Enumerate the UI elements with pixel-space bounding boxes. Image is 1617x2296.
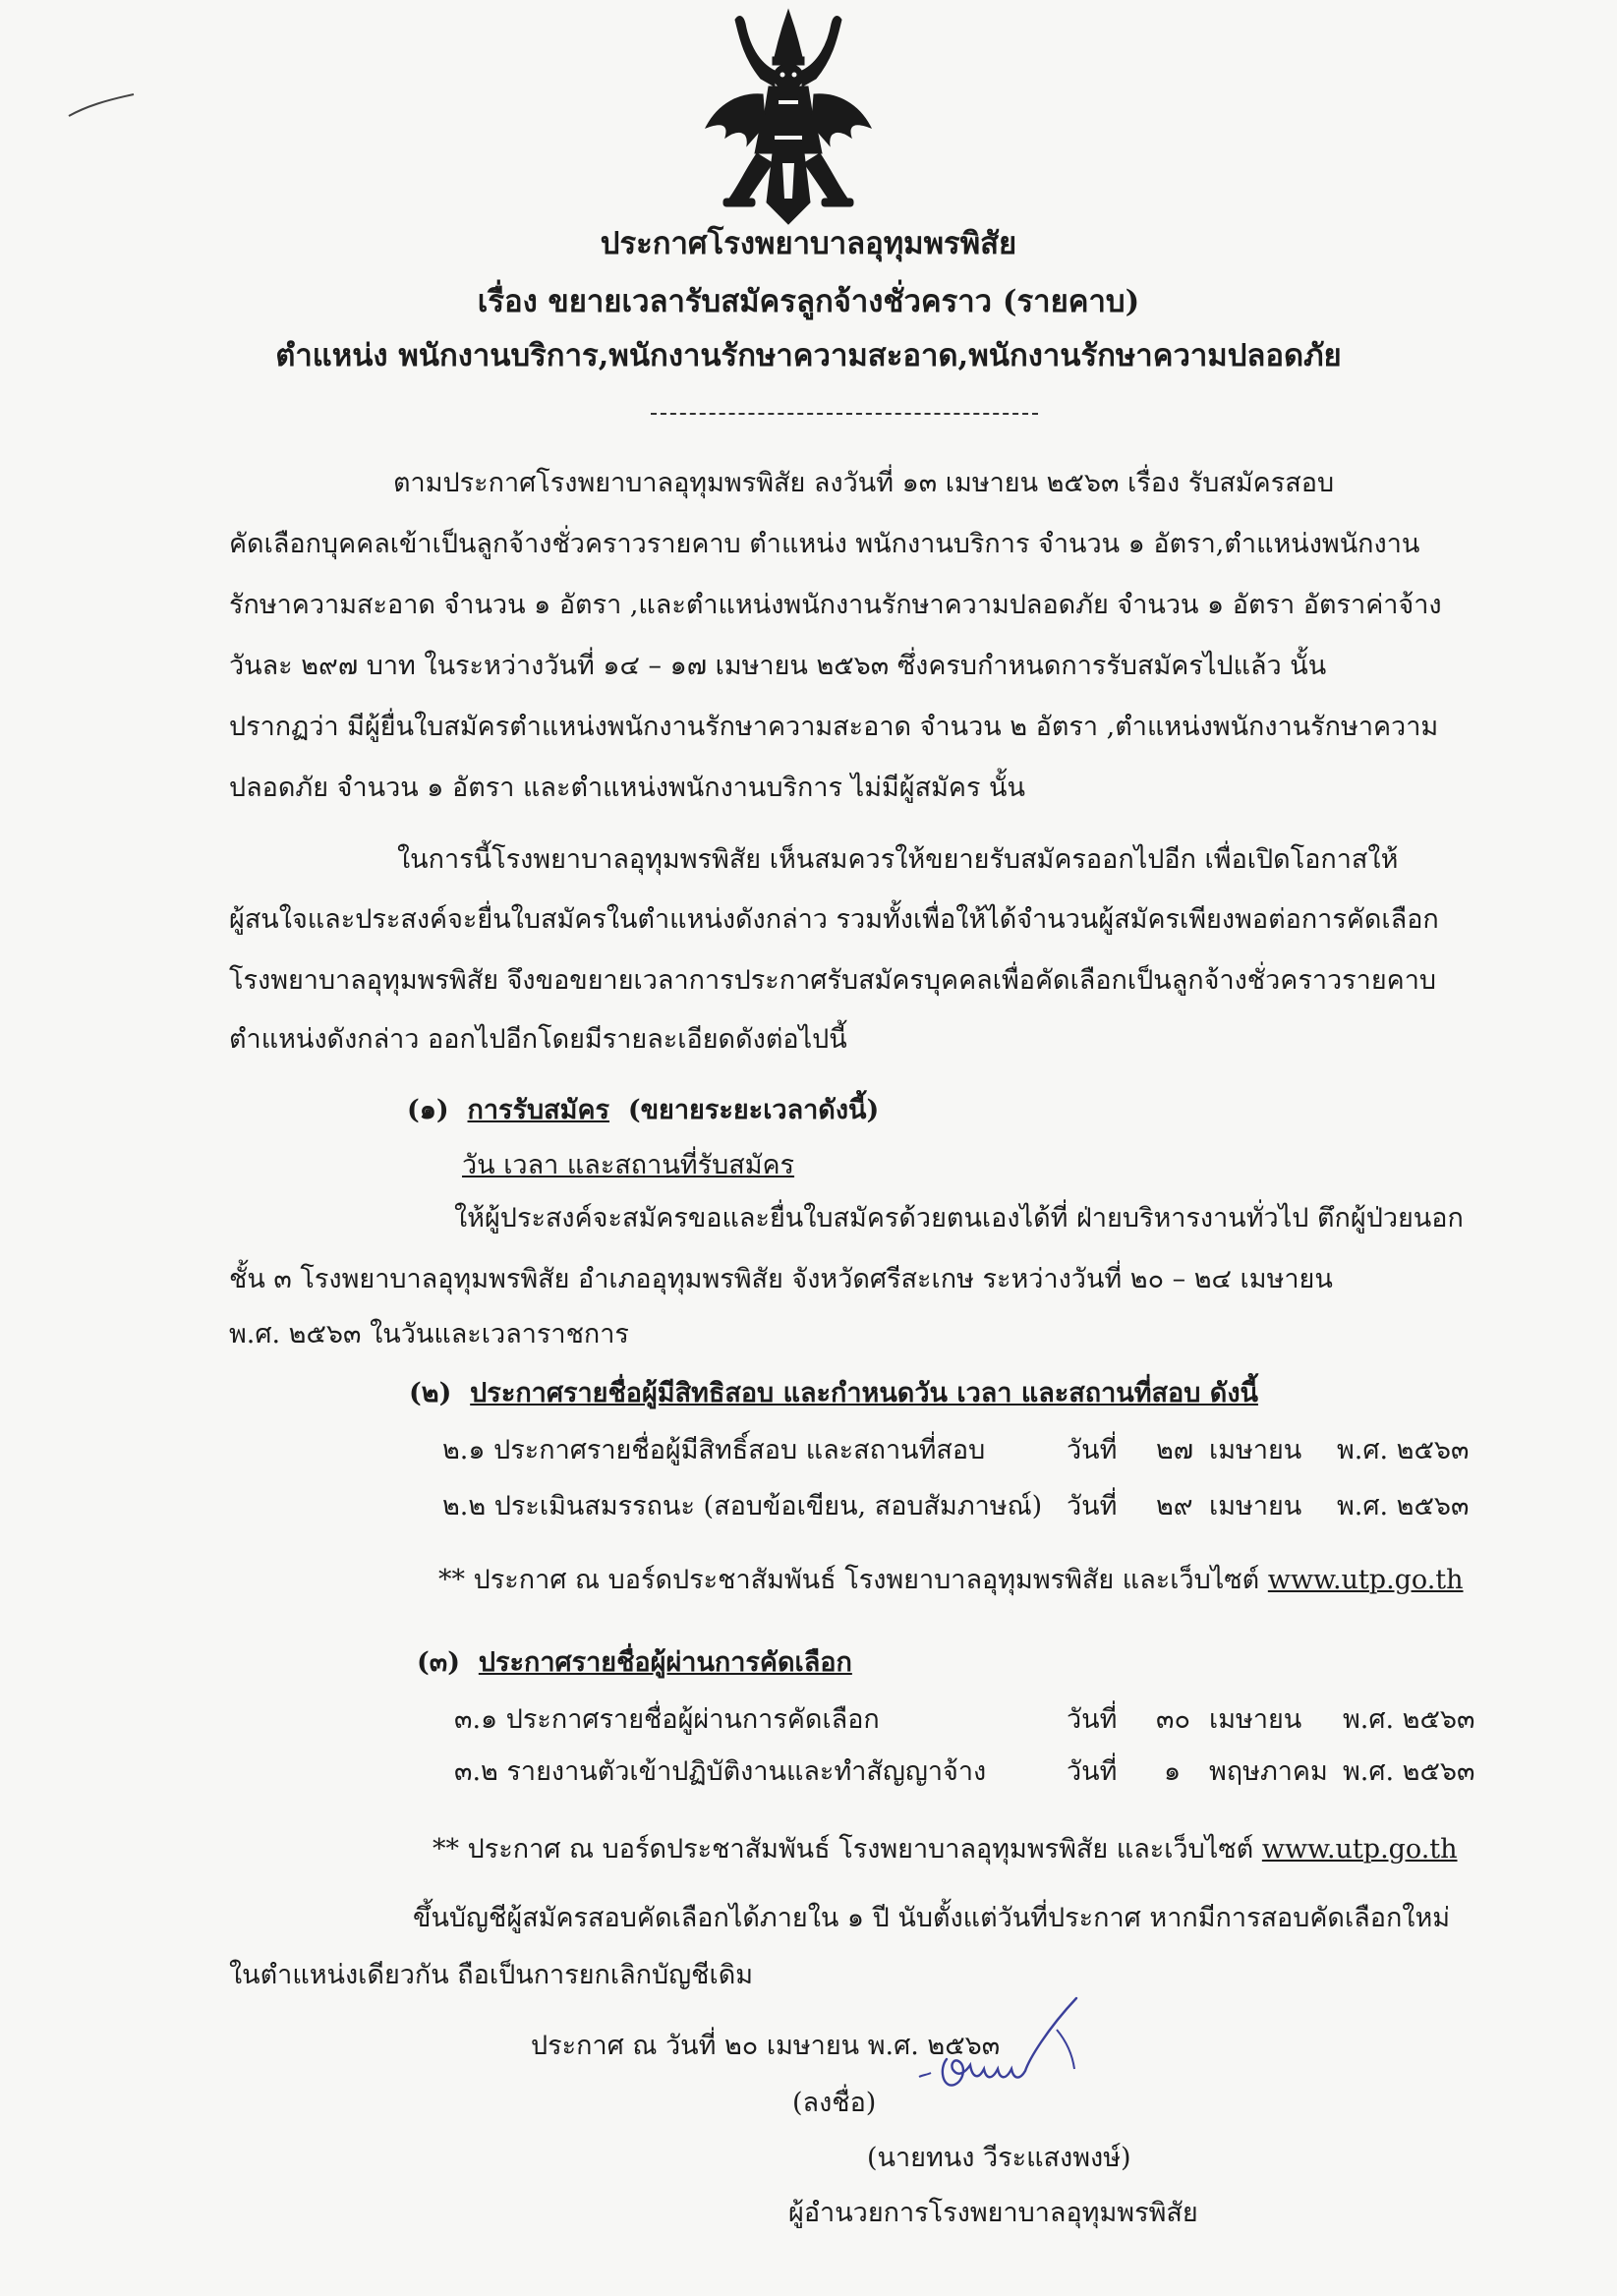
- extension-line: โรงพยาบาลอุทุมพรพิสัย จึงขอขยายเวลาการประกาศรับสมัครบุคคลเพื่อคัดเลือกเป็นลูกจ้างชั่วคราวรายคาบ: [229, 965, 1436, 996]
- section-3-item-month: เมษายน: [1209, 1704, 1302, 1735]
- section-1-subtitle: วัน เวลา และสถานที่รับสมัคร: [462, 1150, 795, 1180]
- intro-line: คัดเลือกบุคคลเข้าเป็นลูกจ้างชั่วคราวรายคาบ ตำแหน่ง พนักงานบริการ จำนวน ๑ อัตรา,ตำแหน่งพนักงาน: [229, 529, 1420, 559]
- section-3-item-date-label: วันที่: [1067, 1704, 1118, 1735]
- section-3-title: ประกาศรายชื่อผู้ผ่านการคัดเลือก: [478, 1647, 852, 1678]
- section-3-item-label: ๓.๒ รายงานตัวเข้าปฏิบัติงานและทำสัญญาจ้าง: [454, 1756, 987, 1787]
- section-3-item-year: พ.ศ. ๒๕๖๓: [1343, 1756, 1475, 1787]
- pen-stroke-mark-icon: [67, 90, 136, 120]
- section-2-item-day: ๒๗: [1156, 1435, 1194, 1465]
- section-1-body-line: ชั้น ๓ โรงพยาบาลอุทุมพรพิสัย อำเภออุทุมพรพิสัย จังหวัดศรีสะเกษ ระหว่างวันที่ ๒๐ – ๒๔ เมษายน: [229, 1264, 1333, 1294]
- website-link[interactable]: www.utp.go.th: [1261, 1834, 1458, 1865]
- intro-line: ปลอดภัย จำนวน ๑ อัตรา และตำแหน่งพนักงานบริการ ไม่มีผู้สมัคร นั้น: [229, 773, 1025, 803]
- announcement-positions: ตำแหน่ง พนักงานบริการ,พนักงานรักษาความสะอาด,พนักงานรักษาความปลอดภัย: [275, 338, 1342, 373]
- announcement-title: ประกาศโรงพยาบาลอุทุมพรพิสัย: [600, 226, 1017, 261]
- signer-name: (นายทนง วีระแสงพงษ์): [867, 2143, 1131, 2173]
- signer-position: ผู้อำนวยการโรงพยาบาลอุทุมพรพิสัย: [788, 2198, 1198, 2228]
- section-2-item-date-label: วันที่: [1067, 1491, 1118, 1521]
- closing-line: ขึ้นบัญชีผู้สมัครสอบคัดเลือกได้ภายใน ๑ ปี นับตั้งแต่วันที่ประกาศ หากมีการสอบคัดเลือกใหม่: [413, 1903, 1451, 1933]
- section-1-body-line: ให้ผู้ประสงค์จะสมัครขอและยื่นใบสมัครด้วยตนเองได้ที่ ฝ่ายบริหารงานทั่วไป ตึกผู้ป่วยนอก: [454, 1203, 1464, 1234]
- section-3-heading: [417, 1645, 852, 1681]
- extension-line: ในการนี้โรงพยาบาลอุทุมพรพิสัย เห็นสมควรให้ขยายรับสมัครออกไปอีก เพื่อเปิดโอกาสให้: [397, 844, 1399, 875]
- garuda-emblem-icon: [700, 6, 877, 227]
- section-2-item-day: ๒๙: [1156, 1491, 1193, 1521]
- section-3-item-date-label: วันที่: [1067, 1756, 1118, 1787]
- intro-line: วันละ ๒๙๗ บาท ในระหว่างวันที่ ๑๔ – ๑๗ เมษายน ๒๕๖๓ ซึ่งครบกำหนดการรับสมัครไปแล้ว นั้น: [229, 651, 1327, 681]
- section-2-item-date-label: วันที่: [1067, 1435, 1118, 1465]
- section-3-item-day: ๓๐: [1156, 1704, 1190, 1735]
- section-3-notice-text: ** ประกาศ ณ บอร์ดประชาสัมพันธ์ โรงพยาบาลอุทุมพรพิสัย และเว็บไซต์: [433, 1834, 1254, 1865]
- section-3-item-year: พ.ศ. ๒๕๖๓: [1343, 1704, 1475, 1735]
- header-divider: [651, 413, 1038, 415]
- section-1-body-line: พ.ศ. ๒๕๖๓ ในวันและเวลาราชการ: [229, 1319, 629, 1349]
- section-1-number: (๑): [407, 1095, 449, 1125]
- section-3-notice: [433, 1832, 1458, 1867]
- section-2-notice-text: ** ประกาศ ณ บอร์ดประชาสัมพันธ์ โรงพยาบาลอุทุมพรพิสัย และเว็บไซต์: [438, 1565, 1260, 1595]
- section-3-item-day: ๑: [1164, 1756, 1182, 1787]
- section-2-item-month: เมษายน: [1209, 1491, 1302, 1521]
- section-1-title: การรับสมัคร: [467, 1095, 610, 1125]
- section-2-item-year: พ.ศ. ๒๕๖๓: [1337, 1491, 1470, 1521]
- announcement-subject: เรื่อง ขยายเวลารับสมัครลูกจ้างชั่วคราว (รายคาบ): [477, 284, 1140, 319]
- intro-line: รักษาความสะอาด จำนวน ๑ อัตรา ,และตำแหน่งพนักงานรักษาความปลอดภัย จำนวน ๑ อัตรา อัตราค่าจ้าง: [229, 590, 1442, 620]
- section-3-item-label: ๓.๑ ประกาศรายชื่อผู้ผ่านการคัดเลือก: [454, 1704, 880, 1735]
- section-2-item-year: พ.ศ. ๒๕๖๓: [1337, 1435, 1470, 1465]
- section-2-item-month: เมษายน: [1209, 1435, 1302, 1465]
- section-1-heading: [407, 1093, 879, 1128]
- closing-line: ในตำแหน่งเดียวกัน ถือเป็นการยกเลิกบัญชีเดิม: [229, 1960, 754, 1990]
- signature-label: (ลงชื่อ): [792, 2088, 877, 2118]
- extension-line: ผู้สนใจและประสงค์จะยื่นใบสมัครในตำแหน่งดังกล่าว รวมทั้งเพื่อให้ได้จำนวนผู้สมัครเพียงพอต่อการคัดเลือก: [229, 904, 1439, 935]
- extension-line: ตำแหน่งดังกล่าว ออกไปอีกโดยมีรายละเอียดดังต่อไปนี้: [229, 1024, 847, 1055]
- section-2-notice: [438, 1563, 1464, 1598]
- section-2-heading: [409, 1376, 1258, 1411]
- intro-line: ปรากฏว่า มีผู้ยื่นใบสมัครตำแหน่งพนักงานรักษาความสะอาด จำนวน ๒ อัตรา ,ตำแหน่งพนักงานรักษาความ: [229, 712, 1439, 742]
- section-3-item-month: พฤษภาคม: [1209, 1756, 1328, 1787]
- section-2-item-label: ๒.๑ ประกาศรายชื่อผู้มีสิทธิ์สอบ และสถานที่สอบ: [442, 1435, 986, 1465]
- announcement-date: ประกาศ ณ วันที่ ๒๐ เมษายน พ.ศ. ๒๕๖๓: [531, 2031, 1001, 2061]
- section-1-note: (ขยายระยะเวลาดังนี้): [627, 1095, 880, 1125]
- handwritten-signature-icon: [909, 1990, 1145, 2108]
- section-2-item-label: ๒.๒ ประเมินสมรรถนะ (สอบข้อเขียน, สอบสัมภาษณ์): [442, 1491, 1043, 1521]
- section-2-number: (๒): [409, 1378, 452, 1408]
- intro-line: ตามประกาศโรงพยาบาลอุทุมพรพิสัย ลงวันที่ ๑๓ เมษายน ๒๕๖๓ เรื่อง รับสมัครสอบ: [393, 468, 1335, 498]
- website-link[interactable]: www.utp.go.th: [1267, 1565, 1464, 1595]
- section-2-title: ประกาศรายชื่อผู้มีสิทธิสอบ และกำหนดวัน เวลา และสถานที่สอบ ดังนี้: [470, 1378, 1258, 1408]
- section-3-number: (๓): [417, 1647, 461, 1678]
